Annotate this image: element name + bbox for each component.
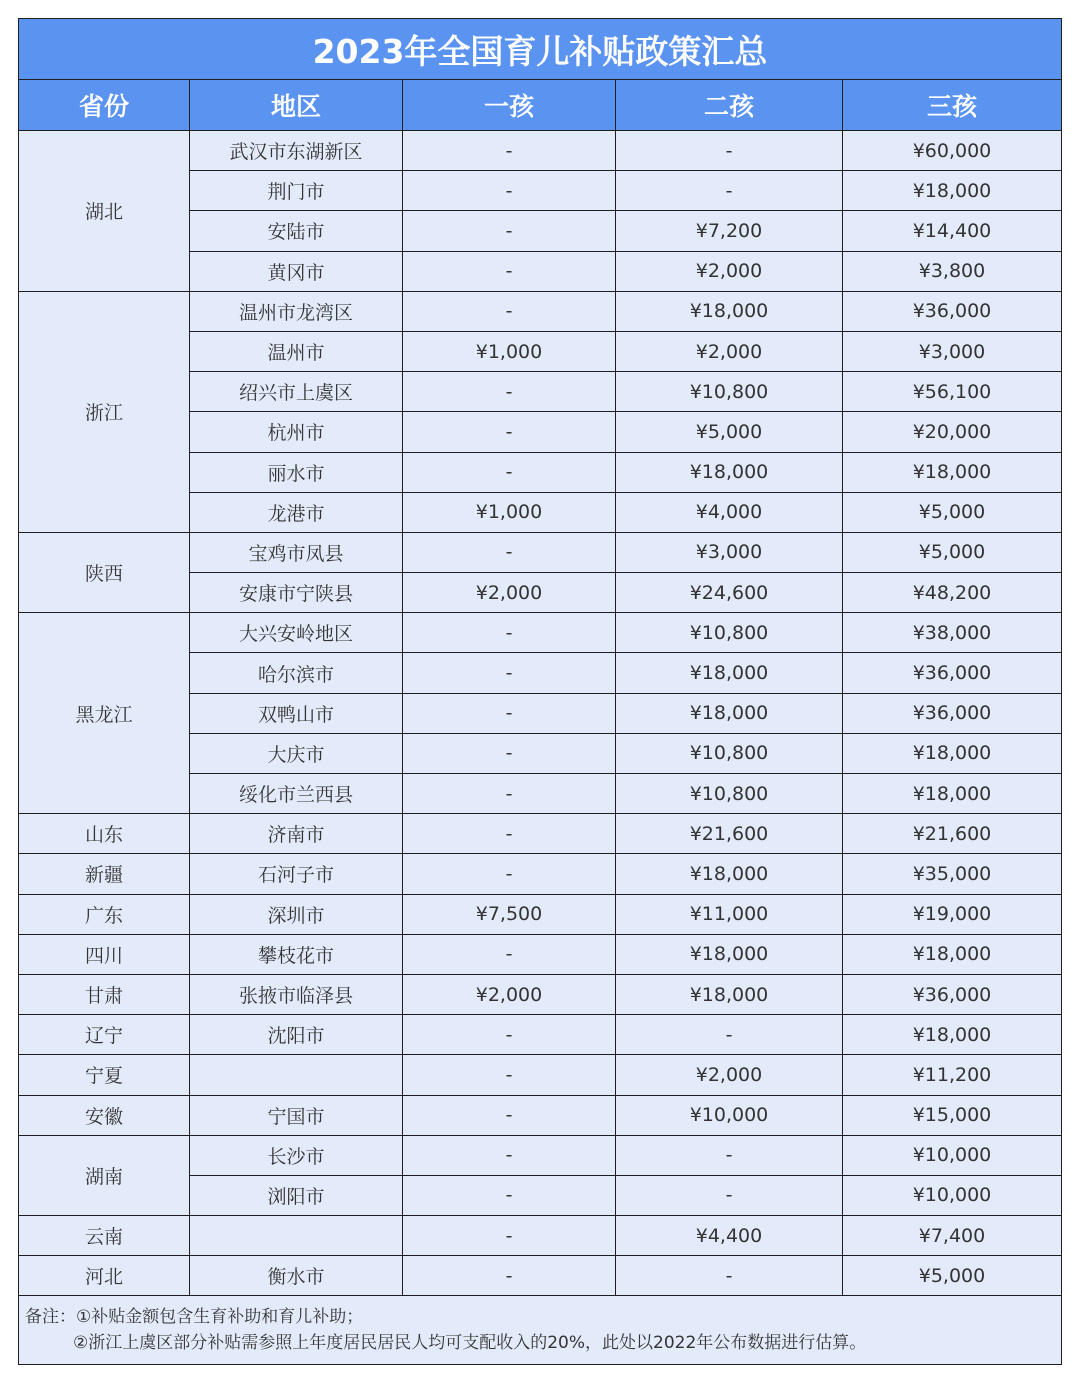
province-cell: 湖北 <box>19 131 190 292</box>
second-child-cell: - <box>616 1015 843 1055</box>
region-cell: 浏阳市 <box>190 1175 403 1215</box>
note-line-1: 备注：①补贴金额包含生育补助和育儿补助； <box>25 1307 364 1328</box>
region-cell: 攀枝花市 <box>190 934 403 974</box>
region-cell: 石河子市 <box>190 854 403 894</box>
third-child-cell: ¥48,200 <box>843 573 1062 613</box>
third-child-cell: ¥60,000 <box>843 131 1062 171</box>
region-cell: 宁国市 <box>190 1095 403 1135</box>
subsidy-policy-table <box>18 18 1062 1365</box>
first-child-cell: - <box>403 1055 616 1095</box>
second-child-cell: ¥7,200 <box>616 211 843 251</box>
first-child-cell: - <box>403 1175 616 1215</box>
first-child-cell: ¥1,000 <box>403 331 616 371</box>
first-child-cell: - <box>403 1135 616 1175</box>
third-child-cell: ¥36,000 <box>843 693 1062 733</box>
first-child-cell: - <box>403 211 616 251</box>
table-row <box>19 131 1062 171</box>
first-child-cell: - <box>403 171 616 211</box>
second-child-cell: - <box>616 1135 843 1175</box>
table-row <box>19 1135 1062 1175</box>
first-child-cell: - <box>403 452 616 492</box>
second-child-cell: ¥10,800 <box>616 733 843 773</box>
header-province: 省份 <box>19 80 190 131</box>
table-row <box>19 894 1062 934</box>
second-child-cell: ¥11,000 <box>616 894 843 934</box>
first-child-cell: - <box>403 1256 616 1296</box>
second-child-cell: ¥18,000 <box>616 854 843 894</box>
third-child-cell: ¥56,100 <box>843 372 1062 412</box>
third-child-cell: ¥11,200 <box>843 1055 1062 1095</box>
second-child-cell: - <box>616 131 843 171</box>
region-cell: 绥化市兰西县 <box>190 774 403 814</box>
region-cell: 龙港市 <box>190 492 403 532</box>
second-child-cell: ¥18,000 <box>616 974 843 1014</box>
table-row <box>19 613 1062 653</box>
table-row <box>19 1015 1062 1055</box>
third-child-cell: ¥21,600 <box>843 814 1062 854</box>
second-child-cell: ¥18,000 <box>616 934 843 974</box>
third-child-cell: ¥3,000 <box>843 331 1062 371</box>
region-cell: 哈尔滨市 <box>190 653 403 693</box>
table-row <box>19 1055 1062 1095</box>
region-cell: 大庆市 <box>190 733 403 773</box>
province-cell: 陕西 <box>19 532 190 612</box>
province-cell: 新疆 <box>19 854 190 894</box>
first-child-cell: - <box>403 814 616 854</box>
province-cell: 四川 <box>19 934 190 974</box>
second-child-cell: ¥2,000 <box>616 331 843 371</box>
region-cell: 双鸭山市 <box>190 693 403 733</box>
region-cell: 宝鸡市凤县 <box>190 532 403 572</box>
first-child-cell: - <box>403 412 616 452</box>
third-child-cell: ¥18,000 <box>843 733 1062 773</box>
region-cell: 温州市 <box>190 331 403 371</box>
first-child-cell: - <box>403 291 616 331</box>
note-line-2: ②浙江上虞区部分补贴需参照上年度居民居民人均可支配收入的20%，此处以2022年公布数据进行估算。 <box>73 1333 867 1354</box>
table-row <box>19 934 1062 974</box>
third-child-cell: ¥3,800 <box>843 251 1062 291</box>
header-row <box>19 80 1062 131</box>
first-child-cell: ¥7,500 <box>403 894 616 934</box>
second-child-cell: - <box>616 171 843 211</box>
third-child-cell: ¥15,000 <box>843 1095 1062 1135</box>
third-child-cell: ¥18,000 <box>843 171 1062 211</box>
table-title: 2023年全国育儿补贴政策汇总 <box>19 19 1062 80</box>
region-cell: 温州市龙湾区 <box>190 291 403 331</box>
region-cell: 大兴安岭地区 <box>190 613 403 653</box>
province-cell: 河北 <box>19 1256 190 1296</box>
table-body <box>19 131 1062 1296</box>
first-child-cell: - <box>403 613 616 653</box>
region-cell: 安陆市 <box>190 211 403 251</box>
notes-row <box>19 1296 1062 1365</box>
province-cell: 广东 <box>19 894 190 934</box>
third-child-cell: ¥18,000 <box>843 1015 1062 1055</box>
first-child-cell: - <box>403 1015 616 1055</box>
region-cell: 武汉市东湖新区 <box>190 131 403 171</box>
header-third-child: 三孩 <box>843 80 1062 131</box>
province-cell: 山东 <box>19 814 190 854</box>
second-child-cell: ¥2,000 <box>616 251 843 291</box>
third-child-cell: ¥38,000 <box>843 613 1062 653</box>
province-cell: 浙江 <box>19 291 190 532</box>
third-child-cell: ¥18,000 <box>843 452 1062 492</box>
first-child-cell: - <box>403 733 616 773</box>
first-child-cell: ¥1,000 <box>403 492 616 532</box>
header-first-child: 一孩 <box>403 80 616 131</box>
third-child-cell: ¥10,000 <box>843 1175 1062 1215</box>
region-cell: 安康市宁陕县 <box>190 573 403 613</box>
second-child-cell: ¥10,800 <box>616 774 843 814</box>
third-child-cell: ¥20,000 <box>843 412 1062 452</box>
region-cell: 济南市 <box>190 814 403 854</box>
third-child-cell: ¥35,000 <box>843 854 1062 894</box>
second-child-cell: ¥4,000 <box>616 492 843 532</box>
third-child-cell: ¥36,000 <box>843 653 1062 693</box>
notes-cell <box>19 1296 1062 1365</box>
first-child-cell: - <box>403 1216 616 1256</box>
region-cell: 绍兴市上虞区 <box>190 372 403 412</box>
second-child-cell: ¥18,000 <box>616 291 843 331</box>
first-child-cell: - <box>403 693 616 733</box>
region-cell: 长沙市 <box>190 1135 403 1175</box>
third-child-cell: ¥18,000 <box>843 774 1062 814</box>
first-child-cell: ¥2,000 <box>403 974 616 1014</box>
second-child-cell: ¥2,000 <box>616 1055 843 1095</box>
header-region: 地区 <box>190 80 403 131</box>
first-child-cell: - <box>403 1095 616 1135</box>
region-cell <box>190 1216 403 1256</box>
province-cell: 甘肃 <box>19 974 190 1014</box>
region-cell: 杭州市 <box>190 412 403 452</box>
table-row <box>19 532 1062 572</box>
first-child-cell: - <box>403 372 616 412</box>
second-child-cell: ¥3,000 <box>616 532 843 572</box>
region-cell: 深圳市 <box>190 894 403 934</box>
second-child-cell: - <box>616 1256 843 1296</box>
third-child-cell: ¥7,400 <box>843 1216 1062 1256</box>
first-child-cell: - <box>403 131 616 171</box>
header-second-child: 二孩 <box>616 80 843 131</box>
region-cell: 丽水市 <box>190 452 403 492</box>
first-child-cell: - <box>403 532 616 572</box>
region-cell: 荆门市 <box>190 171 403 211</box>
second-child-cell: ¥18,000 <box>616 452 843 492</box>
second-child-cell: ¥18,000 <box>616 653 843 693</box>
second-child-cell: ¥24,600 <box>616 573 843 613</box>
third-child-cell: ¥5,000 <box>843 1256 1062 1296</box>
province-cell: 湖南 <box>19 1135 190 1215</box>
third-child-cell: ¥36,000 <box>843 974 1062 1014</box>
policy-table-container <box>18 18 1062 1365</box>
region-cell: 衡水市 <box>190 1256 403 1296</box>
table-row <box>19 974 1062 1014</box>
second-child-cell: ¥4,400 <box>616 1216 843 1256</box>
table-row <box>19 1256 1062 1296</box>
first-child-cell: - <box>403 934 616 974</box>
first-child-cell: - <box>403 854 616 894</box>
third-child-cell: ¥19,000 <box>843 894 1062 934</box>
third-child-cell: ¥10,000 <box>843 1135 1062 1175</box>
second-child-cell: - <box>616 1175 843 1215</box>
first-child-cell: ¥2,000 <box>403 573 616 613</box>
third-child-cell: ¥5,000 <box>843 532 1062 572</box>
region-cell: 张掖市临泽县 <box>190 974 403 1014</box>
second-child-cell: ¥21,600 <box>616 814 843 854</box>
table-row <box>19 854 1062 894</box>
province-cell: 安徽 <box>19 1095 190 1135</box>
title-row <box>19 19 1062 80</box>
third-child-cell: ¥18,000 <box>843 934 1062 974</box>
province-cell: 云南 <box>19 1216 190 1256</box>
first-child-cell: - <box>403 251 616 291</box>
second-child-cell: ¥18,000 <box>616 693 843 733</box>
third-child-cell: ¥14,400 <box>843 211 1062 251</box>
table-row <box>19 291 1062 331</box>
table-row <box>19 1095 1062 1135</box>
second-child-cell: ¥10,000 <box>616 1095 843 1135</box>
region-cell: 沈阳市 <box>190 1015 403 1055</box>
province-cell: 辽宁 <box>19 1015 190 1055</box>
third-child-cell: ¥5,000 <box>843 492 1062 532</box>
table-row <box>19 1216 1062 1256</box>
region-cell: 黄冈市 <box>190 251 403 291</box>
first-child-cell: - <box>403 774 616 814</box>
province-cell: 宁夏 <box>19 1055 190 1095</box>
second-child-cell: ¥10,800 <box>616 613 843 653</box>
third-child-cell: ¥36,000 <box>843 291 1062 331</box>
region-cell <box>190 1055 403 1095</box>
second-child-cell: ¥10,800 <box>616 372 843 412</box>
second-child-cell: ¥5,000 <box>616 412 843 452</box>
table-row <box>19 814 1062 854</box>
first-child-cell: - <box>403 653 616 693</box>
province-cell: 黑龙江 <box>19 613 190 814</box>
